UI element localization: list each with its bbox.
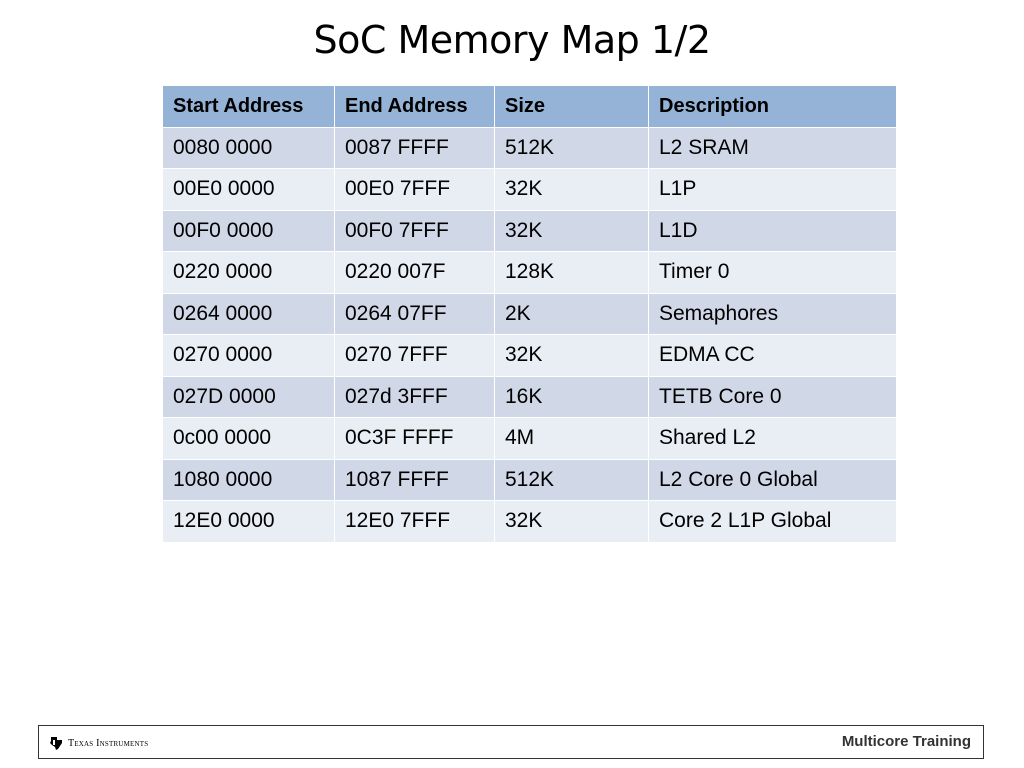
cell-description: TETB Core 0 [649,376,897,418]
cell-start-address: 0080 0000 [163,127,335,169]
cell-start-address: 027D 0000 [163,376,335,418]
memory-map-table [162,85,897,543]
cell-end-address: 00F0 7FFF [335,210,495,252]
cell-size: 512K [495,459,649,501]
cell-start-address: 0264 0000 [163,293,335,335]
cell-description: Timer 0 [649,252,897,294]
table-row [163,293,897,335]
cell-end-address: 0087 FFFF [335,127,495,169]
cell-end-address: 0220 007F [335,252,495,294]
cell-start-address: 00E0 0000 [163,169,335,211]
texas-instruments-logo [49,735,148,751]
cell-size: 4M [495,418,649,460]
cell-description: L2 Core 0 Global [649,459,897,501]
cell-description: EDMA CC [649,335,897,377]
cell-size: 2K [495,293,649,335]
cell-end-address: 027d 3FFF [335,376,495,418]
cell-description: L1P [649,169,897,211]
cell-end-address: 12E0 7FFF [335,501,495,543]
table-row [163,376,897,418]
cell-description: L1D [649,210,897,252]
table-header-row [163,86,897,128]
texas-state-icon [49,736,64,751]
header-end-address: End Address [335,86,495,128]
table-row [163,169,897,211]
cell-size: 32K [495,210,649,252]
header-size: Size [495,86,649,128]
cell-description: L2 SRAM [649,127,897,169]
cell-description: Shared L2 [649,418,897,460]
cell-description: Semaphores [649,293,897,335]
cell-size: 512K [495,127,649,169]
cell-end-address: 0270 7FFF [335,335,495,377]
cell-end-address: 0264 07FF [335,293,495,335]
table-row [163,210,897,252]
header-description: Description [649,86,897,128]
cell-start-address: 0220 0000 [163,252,335,294]
table-row [163,252,897,294]
cell-end-address: 00E0 7FFF [335,169,495,211]
table-row [163,335,897,377]
cell-size: 32K [495,169,649,211]
cell-size: 16K [495,376,649,418]
slide-title: SoC Memory Map 1/2 [313,18,711,62]
cell-end-address: 0C3F FFFF [335,418,495,460]
cell-size: 128K [495,252,649,294]
cell-description: Core 2 L1P Global [649,501,897,543]
cell-start-address: 0c00 0000 [163,418,335,460]
table-row [163,127,897,169]
cell-start-address: 1080 0000 [163,459,335,501]
cell-size: 32K [495,335,649,377]
header-start-address: Start Address [163,86,335,128]
logo-text: Texas Instruments [68,737,149,749]
footer-training-label: Multicore Training [841,733,971,750]
table-row [163,459,897,501]
cell-start-address: 0270 0000 [163,335,335,377]
cell-size: 32K [495,501,649,543]
cell-start-address: 12E0 0000 [163,501,335,543]
cell-end-address: 1087 FFFF [335,459,495,501]
cell-start-address: 00F0 0000 [163,210,335,252]
table-row [163,418,897,460]
table-row [163,501,897,543]
footer-bar [38,725,984,759]
